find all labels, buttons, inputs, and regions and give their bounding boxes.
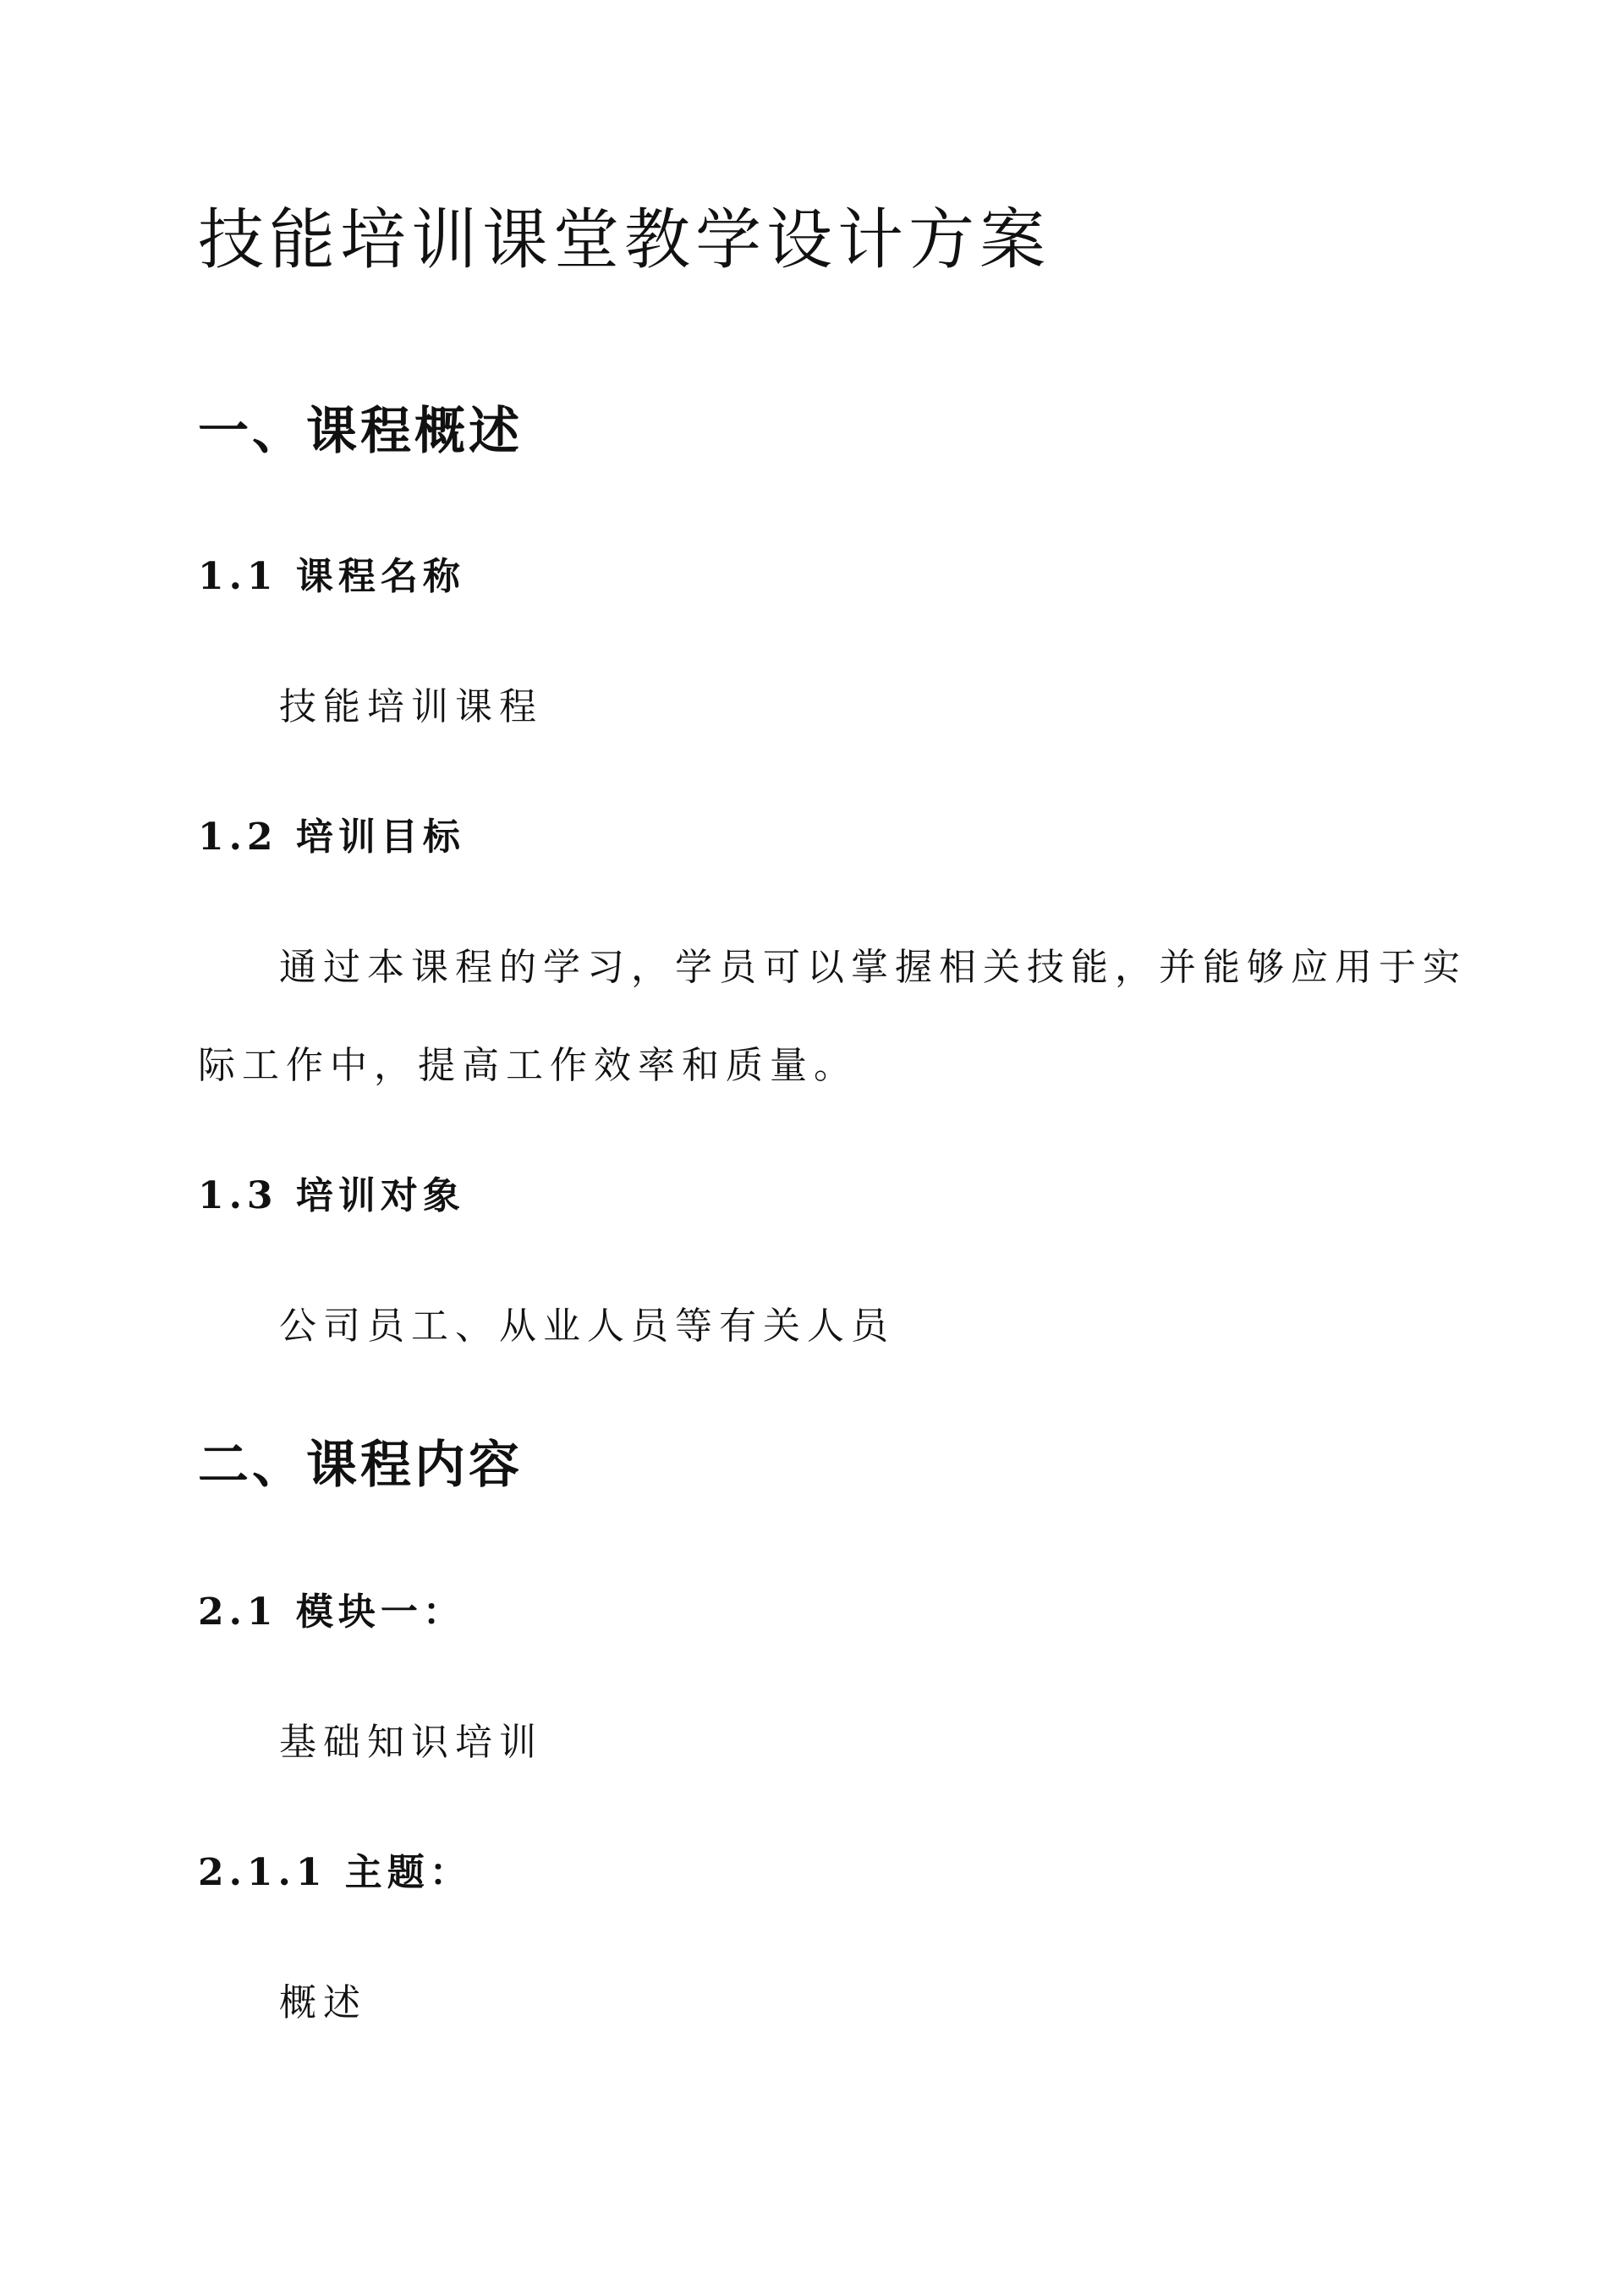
module-one-text: 基础知识培训 — [279, 1721, 543, 1764]
training-goal-text-line1: 通过本课程的学习，学员可以掌握相关技能，并能够应用于实 — [279, 946, 1467, 989]
subsection-heading-module-one: 2.1 模块一： — [198, 1590, 465, 1634]
section-heading-content: 二、课程内容 — [198, 1436, 523, 1495]
subsection-heading-topic: 2.1.1 主题： — [198, 1851, 472, 1894]
section-heading-overview: 一、课程概述 — [198, 402, 523, 461]
course-name-text: 技能培训课程 — [279, 685, 543, 728]
training-goal-text-line2: 际工作中，提高工作效率和质量。 — [198, 1044, 858, 1087]
subsection-heading-course-name: 1.1 课程名称 — [198, 555, 465, 598]
training-audience-text: 公司员工、从业人员等有关人员 — [279, 1305, 895, 1348]
topic-text: 概述 — [279, 1981, 367, 2024]
subsection-heading-training-goal: 1.2 培训目标 — [198, 816, 465, 859]
subsection-heading-training-audience: 1.3 培训对象 — [198, 1174, 465, 1217]
document-title: 技能培训课堂教学设计方案 — [198, 202, 1051, 278]
